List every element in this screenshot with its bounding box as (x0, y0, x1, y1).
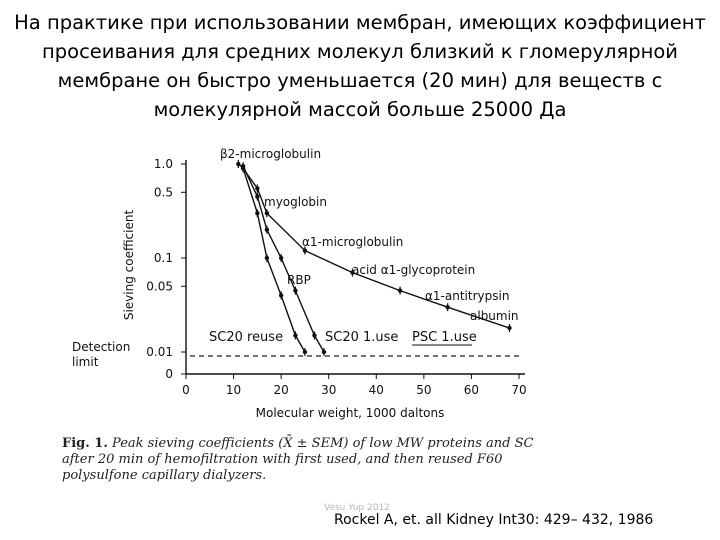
x-tick-label: 30 (321, 383, 337, 397)
data-point (303, 350, 307, 354)
protein-annotation: β2-microglobulin (220, 147, 322, 161)
data-point (236, 162, 240, 166)
figure-caption (62, 436, 562, 484)
data-point (265, 211, 269, 215)
x-tick-label: 40 (368, 383, 384, 397)
detection-limit-label: limit (72, 355, 99, 369)
data-point (445, 305, 449, 309)
y-tick-label: 0.1 (153, 251, 173, 265)
x-tick-label: 10 (225, 383, 242, 397)
data-point (255, 186, 259, 190)
data-point (303, 248, 307, 252)
protein-annotation: albumin (470, 309, 519, 323)
data-point (293, 333, 297, 337)
x-tick-label: 50 (416, 383, 432, 397)
y-tick-label: 0.5 (153, 185, 173, 200)
data-point (265, 256, 269, 260)
series-line (243, 166, 324, 352)
slide-title: На практике при использовании мембран, имеющих коэффициент просеивания для средних молекул близкий к гломерулярной мембране он быстро уменьшается (20 мин) для веществ с молекулярной массой больше 25000 Да (14, 11, 706, 121)
x-tick-label: 60 (463, 383, 480, 397)
x-tick-label: 70 (511, 383, 527, 397)
protein-annotation: α1-antitrypsin (425, 289, 510, 303)
figure-caption-text: Peak sieving coefficients (X̄ ± SEM) of low MW proteins and SC after 20 min of hemofiltration with first used, and then reused F60 polysulfone capillary dialyzers. (62, 436, 534, 483)
y-tick-label: 1.0 (153, 157, 173, 171)
protein-annotation: RBP (287, 273, 311, 287)
data-point (398, 288, 402, 292)
x-tick-label: 0 (182, 383, 190, 397)
y-tick-label: 0.01 (146, 345, 173, 359)
chart-ticks (146, 157, 526, 397)
data-point (279, 256, 283, 260)
data-point (255, 194, 259, 198)
data-point (322, 350, 326, 354)
figure-number: Fig. 1. (62, 436, 108, 451)
data-point (507, 326, 511, 330)
data-point (293, 288, 297, 292)
data-point (265, 228, 269, 232)
citation: Rockel A, et. all Kidney Int30: 429– 432, 1986 (334, 512, 654, 528)
protein-annotation: myoglobin (264, 195, 327, 209)
y-axis-label: Sieving coefficient (122, 209, 136, 321)
x-tick-label: 20 (273, 383, 289, 397)
watermark: Vesu Yup 2012 (324, 503, 390, 513)
data-point (279, 293, 283, 297)
data-point (312, 333, 316, 337)
series-label: SC20 1.use (325, 330, 399, 345)
protein-annotation: acid α1-glycoprotein (352, 263, 476, 277)
x-axis-label: Molecular weight, 1000 daltons (255, 406, 445, 420)
detection-limit-label: Detection (72, 340, 131, 354)
data-point (241, 166, 245, 170)
series-label: SC20 reuse (209, 330, 284, 345)
y-tick-label: 0 (165, 367, 173, 381)
y-tick-label: 0.05 (146, 279, 173, 294)
chart-series (236, 160, 512, 356)
series-label: PSC 1.use (412, 330, 477, 345)
data-point (255, 211, 259, 215)
protein-annotation: α1-microglobulin (302, 235, 404, 249)
